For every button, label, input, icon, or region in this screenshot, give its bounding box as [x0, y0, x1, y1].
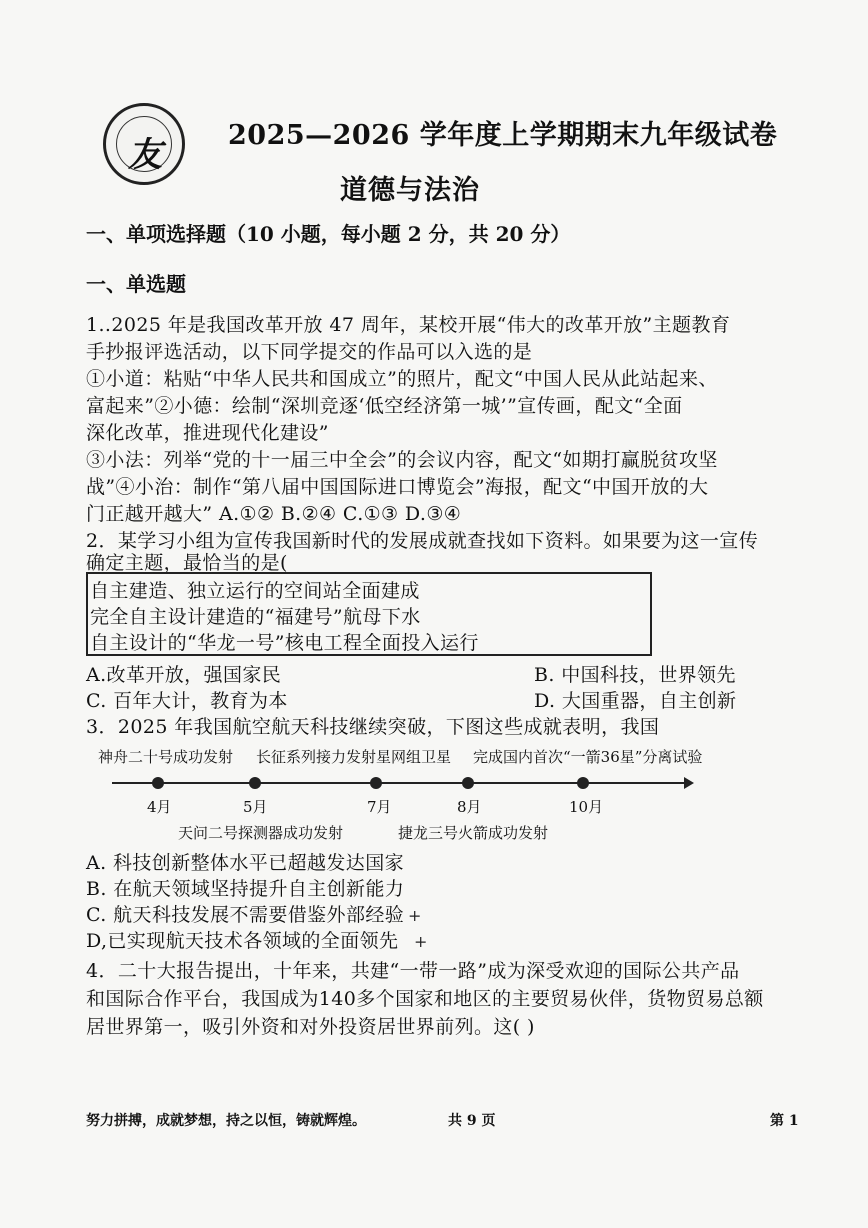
timeline-event-label: 天问二号探测器成功发射: [178, 824, 344, 842]
q2-option-d: D. 大国重器，自主创新: [534, 690, 737, 712]
q2-stem-line: 确定主题，最恰当的是(: [86, 552, 288, 574]
timeline-month: 10月: [569, 798, 604, 816]
timeline-event-label: 完成国内首次“一箭36星”分离试验: [473, 748, 703, 766]
timeline-event-label: 神舟二十号成功发射: [98, 748, 234, 766]
q4-line: 4．二十大报告提出，十年来，共建“一带一路”成为深受欢迎的国际公共产品: [86, 960, 740, 982]
seal-inner-ring: [116, 116, 172, 175]
q3-stem: 3．2025 年我国航空航天科技继续突破，下图这些成就表明，我国: [86, 716, 660, 738]
timeline-dot: [577, 777, 589, 789]
q2-stem-line: 2．某学习小组为宣传我国新时代的发展成就查找如下资料。如果要为这一宣传: [86, 530, 759, 552]
timeline-event-label: 长征系列接力发射星网组卫星: [256, 748, 452, 766]
timeline-dot: [249, 777, 261, 789]
q2-material-line: 完全自主设计建造的“福建号”航母下水: [90, 606, 421, 628]
q3-option-c: C. 航天科技发展不需要借鉴外部经验: [86, 904, 405, 926]
q1-line: 手抄报评选活动，以下同学提交的作品可以入选的是: [86, 341, 533, 363]
q1-line: 门正越开越大” A.①② B.②④ C.①③ D.③④: [86, 503, 462, 525]
q1-line: ①小道：粘贴“中华人民共和国成立”的照片，配文“中国人民从此站起来、: [86, 368, 718, 390]
q1-line: 1..2025 年是我国改革开放 47 周年，某校开展“伟大的改革开放”主题教育: [86, 314, 731, 336]
timeline-month: 7月: [367, 798, 392, 816]
pen-mark: +: [408, 906, 422, 925]
q4-line: 和国际合作平台，我国成为140多个国家和地区的主要贸易伙伴，货物贸易总额: [86, 988, 764, 1010]
seal-glyph: 友: [128, 135, 162, 175]
q1-line: 深化改革，推进现代化建设”: [86, 422, 329, 444]
q1-line: 富起来”②小德：绘制“深圳竞逐‘低空经济第一城’”宣传画，配文“全面: [86, 395, 683, 417]
section-heading-single: 一、单选题: [86, 272, 186, 296]
q2-material-line: 自主建造、独立运行的空间站全面建成: [90, 580, 420, 602]
timeline-dot: [462, 777, 474, 789]
timeline-month: 8月: [457, 798, 482, 816]
q3-option-a: A. 科技创新整体水平已超越发达国家: [86, 852, 405, 874]
exam-subject: 道德与法治: [340, 175, 480, 206]
timeline-dot: [370, 777, 382, 789]
footer-page-number: 第 1: [770, 1113, 799, 1129]
q2-option-a: A.改革开放，强国家民: [86, 664, 282, 686]
q2-option-c: C. 百年大计，教育为本: [86, 690, 288, 712]
timeline-dot: [152, 777, 164, 789]
q1-line: ③小法：列举“党的十一届三中全会”的会议内容，配文“如期打赢脱贫攻坚: [86, 449, 718, 471]
q2-option-b: B. 中国科技，世界领先: [534, 664, 736, 686]
q3-option-d: D,已实现航天技术各领域的全面领先: [86, 930, 399, 952]
timeline-month: 4月: [147, 798, 172, 816]
timeline-month: 5月: [243, 798, 268, 816]
timeline-event-label: 捷龙三号火箭成功发射: [398, 824, 549, 842]
q1-line: 战”④小治：制作“第八届中国国际进口博览会”海报，配文“中国开放的大: [86, 476, 709, 498]
section-heading-choice: 一、单项选择题（10 小题，每小题 2 分，共 20 分）: [86, 222, 571, 246]
timeline-axis: [112, 782, 686, 784]
exam-title: 2025—2026 学年度上学期期末九年级试卷: [228, 120, 778, 151]
pen-mark: +: [414, 932, 428, 951]
footer-total-pages: 共 9 页: [448, 1113, 496, 1129]
q2-material-line: 自主设计的“华龙一号”核电工程全面投入运行: [90, 632, 479, 654]
q4-line: 居世界第一，吸引外资和对外投资居世界前列。这( ): [86, 1016, 535, 1038]
q3-option-b: B. 在航天领域坚持提升自主创新能力: [86, 878, 405, 900]
school-seal-logo: [103, 103, 185, 185]
timeline-arrow-icon: [684, 777, 694, 789]
footer-motto: 努力拼搏，成就梦想，持之以恒，铸就辉煌。: [86, 1113, 366, 1129]
